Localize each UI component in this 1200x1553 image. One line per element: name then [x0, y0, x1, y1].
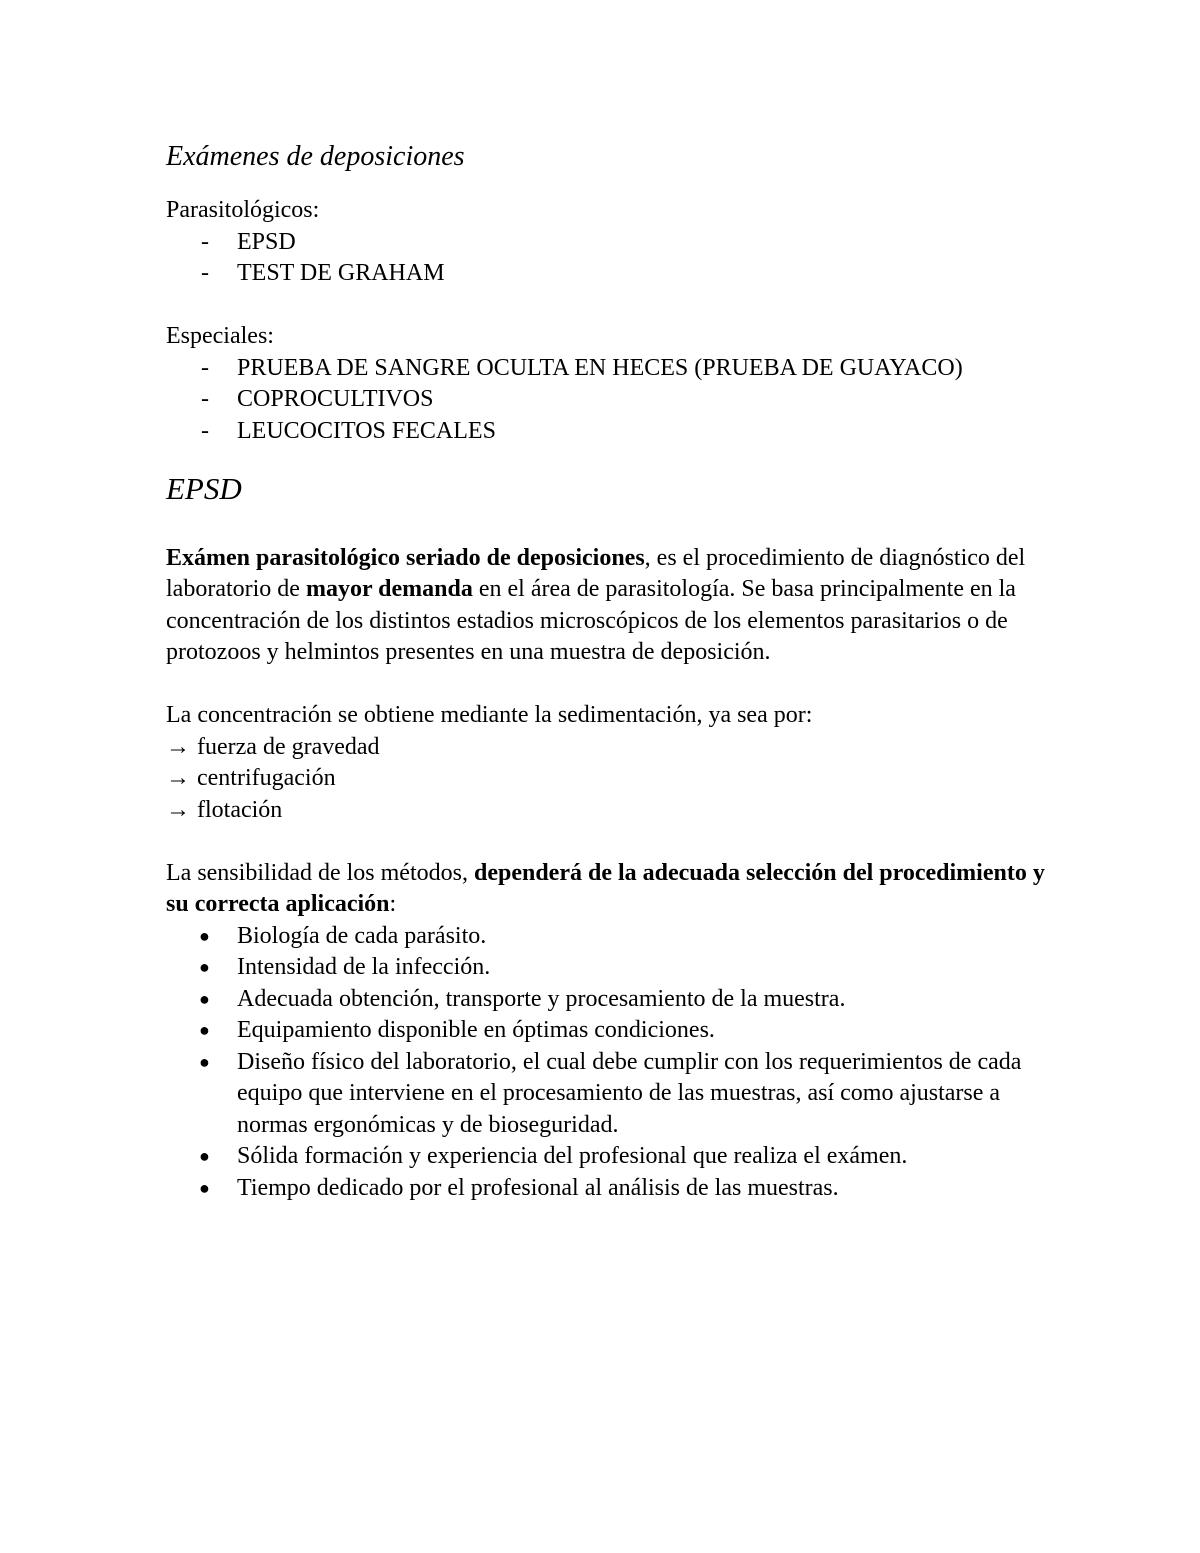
dash-marker: - — [201, 417, 209, 444]
list-item: ● Adecuada obtención, transporte y procesamiento de la muestra. — [166, 984, 1046, 1016]
list-item: ● Sólida formación y experiencia del profesional que realiza el exámen. — [166, 1141, 1046, 1173]
list-item: - TEST DE GRAHAM — [166, 258, 1046, 290]
methods-list — [166, 732, 1046, 827]
document-title: Exámenes de deposiciones — [166, 141, 465, 172]
list-item: → flotación — [166, 795, 1046, 827]
list-item: ● Biología de cada parásito. — [166, 921, 1046, 953]
concentration-paragraph: La concentración se obtiene mediante la sedimentación, ya sea por: — [166, 702, 813, 728]
list-item: ● Tiempo dedicado por el profesional al análisis de las muestras. — [166, 1173, 1046, 1205]
arrow-right-icon: → — [166, 796, 190, 823]
arrow-right-icon: → — [166, 733, 190, 760]
list-item: → fuerza de gravedad — [166, 732, 1046, 764]
dash-marker: - — [201, 386, 209, 412]
document-body — [166, 137, 1046, 1204]
arrow-right-icon: → — [166, 765, 190, 791]
bullet-icon: ● — [199, 988, 210, 1009]
especiales-heading: Especiales: — [166, 323, 274, 349]
parasitologicos-heading: Parasitológicos: — [166, 197, 320, 223]
mayor-demanda-bold: mayor demanda — [305, 576, 473, 602]
bullet-icon: ● — [199, 1051, 210, 1072]
list-item: → centrifugación — [166, 763, 1046, 795]
epsd-heading: EPSD — [166, 471, 242, 506]
list-item: ● Intensidad de la infección. — [166, 952, 1046, 984]
list-item: ● Diseño físico del laboratorio, el cual debe cumplir con los requerimientos de cada equipo que interviene en el procesamiento de las muestras, así como ajustarse a normas ergonómicas y de bioseguridad. — [199, 1048, 1022, 1138]
epsd-definition-bold: Exámen parasitológico seriado de deposiciones — [166, 544, 645, 571]
epsd-intro-paragraph: Exámen parasitológico seriado de deposiciones, es el procedimiento de diagnóstico del laboratorio de mayor demanda en el área de parasitología. Se basa principalmente en la concentración de los distintos estadios microscópicos de los elementos parasitarios o de protozoos y helmintos presentes en una muestra de deposición. — [166, 544, 1026, 665]
bullet-icon: ● — [199, 1177, 210, 1198]
bullet-icon: ● — [199, 1146, 210, 1166]
list-item: - PRUEBA DE SANGRE OCULTA EN HECES (PRUEBA DE GUAYACO) — [166, 353, 1046, 385]
sensitivity-bold: dependerá de la adecuada selección del procedimiento y su correcta aplicación — [166, 859, 1045, 917]
especiales-list — [166, 353, 1046, 448]
list-item: - EPSD — [166, 227, 1046, 259]
bullet-icon: ● — [199, 925, 210, 946]
bullet-icon: ● — [199, 1020, 210, 1040]
list-item: - LEUCOCITOS FECALES — [166, 416, 1046, 448]
dash-marker: - — [201, 260, 209, 286]
parasitologicos-list — [166, 227, 1046, 290]
factors-list — [166, 921, 1046, 1205]
dash-marker: - — [201, 354, 209, 381]
list-item: - COPROCULTIVOS — [166, 384, 1046, 416]
dash-marker: - — [201, 228, 209, 255]
list-item: ● Equipamiento disponible en óptimas condiciones. — [166, 1015, 1046, 1047]
bullet-icon: ● — [199, 957, 210, 977]
sensitivity-paragraph: La sensibilidad de los métodos, dependerá de la adecuada selección del procedimiento y su correcta aplicación: — [166, 859, 1045, 917]
